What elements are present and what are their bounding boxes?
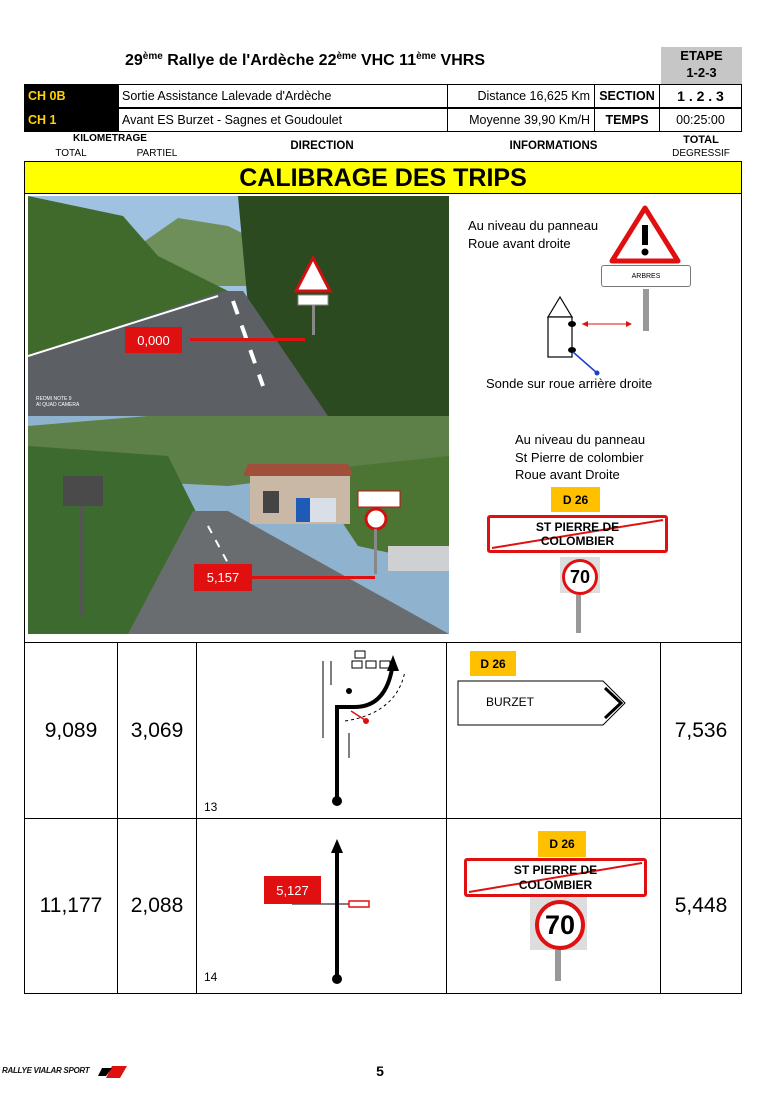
sonde-note: Sonde sur roue arrière droite: [486, 376, 653, 391]
car-wheel-diagram: [540, 295, 640, 380]
town-name-line1: ST PIERRE DE: [513, 863, 598, 877]
degressive-km: 7,536: [674, 718, 728, 742]
road-badge-d26: D 26: [538, 831, 586, 857]
tulip-index: 14: [204, 970, 218, 984]
distance-info: Distance 16,625 Km: [447, 84, 595, 108]
partiel-header: PARTIEL: [136, 148, 178, 159]
arbres-sign: ARBRES: [601, 265, 691, 287]
calibration-photo-1: [28, 196, 449, 416]
etape-box: [661, 47, 742, 84]
total-km: 9,089: [44, 718, 98, 742]
town-name-line2: COLOMBIER: [518, 878, 593, 892]
speed-limit-sign: 70: [535, 900, 585, 950]
note2-line2: St Pierre de colombier: [515, 450, 644, 465]
road-badge-d26: D 26: [470, 651, 516, 676]
page-number: 5: [376, 1063, 384, 1079]
camera-watermark: REDMI NOTE 9 AI QUAD CAMERA: [36, 396, 80, 408]
control-desc-1: Sortie Assistance Lalevade d'Ardèche: [118, 84, 448, 108]
town-name-line1: ST PIERRE DE: [535, 520, 620, 534]
tulip-index: 13: [204, 800, 218, 814]
partial-km: 3,069: [130, 718, 184, 742]
marker-odometer-label: 5,127: [264, 876, 321, 904]
town-end-sign: [464, 858, 647, 897]
section-value: 1 . 2 . 3: [659, 84, 742, 108]
degressive-km: 5,448: [674, 894, 728, 917]
town-end-sign: [487, 515, 668, 553]
informations-header: INFORMATIONS: [509, 140, 598, 152]
average-info: Moyenne 39,90 Km/H: [447, 108, 595, 132]
temps-key: TEMPS: [594, 108, 660, 132]
note2-line1: Au niveau du panneau: [515, 432, 646, 447]
total-right-header: TOTAL: [683, 134, 719, 146]
etape-label: ETAPE: [680, 48, 723, 63]
total-header: TOTAL: [55, 148, 87, 159]
calibration-photo-2: [28, 416, 449, 634]
control-code-1: CH 0B: [24, 84, 119, 108]
note1-line1: Au niveau du panneau: [468, 218, 599, 233]
sign-pole: [555, 950, 561, 981]
temps-value: 00:25:00: [659, 108, 742, 132]
tulip-diagram-14: [197, 819, 446, 993]
control-code-2: CH 1: [24, 108, 119, 132]
note2-line3: Roue avant Droite: [515, 467, 620, 482]
calibrage-banner: CALIBRAGE DES TRIPS: [24, 161, 742, 194]
town-name-line2: COLOMBIER: [540, 534, 615, 548]
control-desc-2: Avant ES Burzet - Sagnes et Goudoulet: [118, 108, 448, 132]
etape-value: 1-2-3: [686, 65, 717, 80]
total-km: 11,177: [39, 894, 103, 917]
partial-km: 2,088: [130, 894, 184, 917]
tulip-diagram-13: [197, 643, 446, 818]
section-key: SECTION: [594, 84, 660, 108]
photo2-odometer-label: 5,157: [194, 564, 252, 591]
logo-text: RALLYE VIALAR SPORT: [2, 1066, 90, 1075]
note1-line2: Roue avant droite: [468, 236, 571, 251]
direction-sign-label: BURZET: [486, 695, 534, 709]
organizer-logo: [2, 1064, 127, 1080]
road-badge-d26: D 26: [551, 487, 600, 512]
speed-limit-sign: 70: [562, 559, 598, 595]
photo1-odometer-label: 0,000: [125, 327, 182, 353]
kilometrage-header: KILOMETRAGE: [73, 133, 147, 144]
degressif-header: DEGRESSIF: [672, 148, 730, 159]
direction-header: DIRECTION: [290, 140, 354, 152]
sign-pole: [576, 595, 581, 633]
page-title: 29ème Rallye de l'Ardèche 22ème VHC 11ème VHRS: [125, 51, 486, 69]
direction-arrow-sign: [457, 680, 629, 727]
